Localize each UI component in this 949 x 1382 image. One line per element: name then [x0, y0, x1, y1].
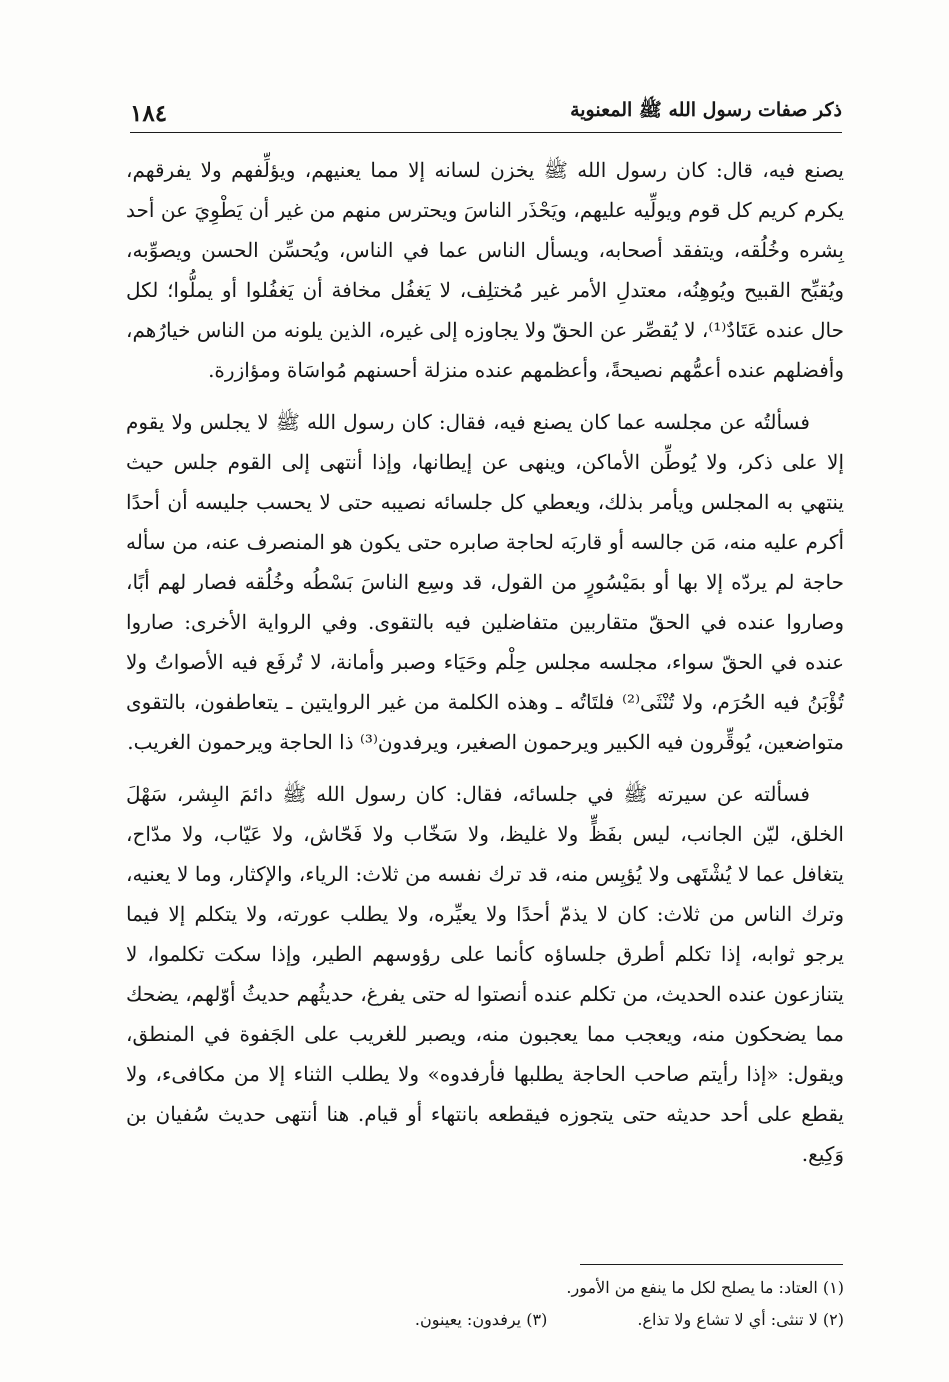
- paragraph-1: يصنع فيه، قال: كان رسول الله ﷺ يخزن لسانه إلا مما يعنيهم، ويؤلِّفهم ولا يفرقهم، يكرم كريم كل قوم ويولِّيه عليهم، ويَحْذَر الناسَ ويحترس منهم من غير أن يَطْوِيَ عن أحد بِشره وخُلُقه، ويتفقد أصحابه، ويسأل الناس عما في الناس، ويُحسِّن الحسن ويصوِّبه، ويُقبِّح القبيح ويُوهِنُه، معتدلِ الأمر غير مُختلِف، لا يَغفُل مخافة أن يَغفُلوا أو يملُّوا؛ لكل حال عنده عَتَادٌ⁽¹⁾، لا يُقصِّر عن الحقّ ولا يجاوزه إلى غيره، الذين يلونه من الناس خيارُهم، وأفضلهم عنده أعمُّهم نصيحةً، وأعظمهم عنده منزلة أحسنهم مُواسَاة ومؤازرة.: [126, 158, 845, 382]
- footnote-number: (٣): [526, 1310, 548, 1329]
- footnote-1: [566, 1272, 844, 1304]
- footnote-text: لا تنثى: أي لا تشاع ولا تذاع.: [637, 1310, 818, 1329]
- footnote-row: [126, 1272, 844, 1304]
- footnote-divider: [580, 1264, 843, 1265]
- paragraph-2: فسألتُه عن مجلسه عما كان يصنع فيه، فقال: كان رسول الله ﷺ لا يجلس ولا يقوم إلا على ذكر، ولا يُوطِّن الأماكن، وينهى عن إيطانها، وإذا أنتهى إلى القوم جلس حيث ينتهي به المجلس ويأمر بذلك، ويعطي كل جلسائه نصيبه حتى لا يحسب جليسه أن أحدًا أكرم عليه منه، مَن جالسه أو قاربَه لحاجة صابره حتى يكون هو المنصرف عنه، من سأله حاجة لم يردّه إلا بها أو بمَيْسُورٍ من القول، قد وسِع الناسَ بَسْطُه وخُلُقه فصار لهم أبًا، وصاروا عنده في الحقّ متقاربين متفاضلين فيه بالتقوى. وفي الرواية الأخرى: صاروا عنده في الحقّ سواء، مجلسه مجلس حِلْم وحَيَاء وصبر وأمانة، لا تُرفَع فيه الأصواتُ ولا تُؤْبَنُ فيه الحُرَم، ولا تُنْثَى⁽²⁾ فلتَاتُه ـ وهذه الكلمة من غير الروايتين ـ يتعاطفون، بالتقوى متواضعين، يُوقِّرون فيه الكبير ويرحمون الصغير، ويرفدون⁽³⁾ ذا الحاجة ويرحمون الغريب.: [126, 410, 845, 754]
- footnote-row: [126, 1304, 844, 1336]
- page-header: [130, 88, 842, 133]
- footnote-2: [637, 1304, 844, 1336]
- footnote-number: (١): [822, 1278, 844, 1297]
- main-text: [126, 150, 844, 1186]
- paragraph-3: فسألته عن سيرته ﷺ في جلسائه، فقال: كان رسول الله ﷺ دائمَ البِشر، سَهْلَ الخلق، ليّن الجانب، ليس بفَظٍّ ولا غليظ، ولا سَخّاب ولا فَحّاش، ولا عَيّاب، ولا مدّاح، يتغافل عما لا يُشْتَهى ولا يُؤيِس منه، قد ترك نفسه من ثلاث: الرياء، والإكثار، وما لا يعنيه، وترك الناس من ثلاث: كان لا يذمّ أحدًا ولا يعيِّره، ولا يطلب عورته، ولا يتكلم إلا فيما يرجو ثوابه، إذا تكلم أطرق جلساؤه كأنما على رؤوسهم الطير، وإذا سكت تكلموا، لا يتنازعون عنده الحديث، من تكلم عنده أنصتوا له حتى يفرغ، حديثُهم حديثُ أوّلهم، يضحك مما يضحكون منه، ويعجب مما يعجبون منه، ويصبر للغريب على الجَفوة في المنطق، ويقول: «إذا رأيتم صاحب الحاجة يطلبها فأرفدوه» ولا يطلب الثناء إلا من مكافىء، ولا يقطع على أحد حديثه حتى يتجوزه فيقطعه بانتهاء أو قيام. هنا أنتهى حديث سُفيان بن وَكِيع.: [126, 782, 845, 1166]
- page-number: ١٨٤: [130, 100, 168, 127]
- footnote-text: يرفدون: يعينون.: [414, 1310, 522, 1329]
- footnote-number: (٢): [822, 1310, 844, 1329]
- footnote-text: العتاد: ما يصلح لكل ما ينفع من الأمور.: [566, 1278, 818, 1297]
- footnote-3: [415, 1304, 547, 1336]
- running-title: ذكر صفات رسول الله ﷺ المعنوية: [570, 99, 842, 121]
- footnotes: [126, 1272, 844, 1336]
